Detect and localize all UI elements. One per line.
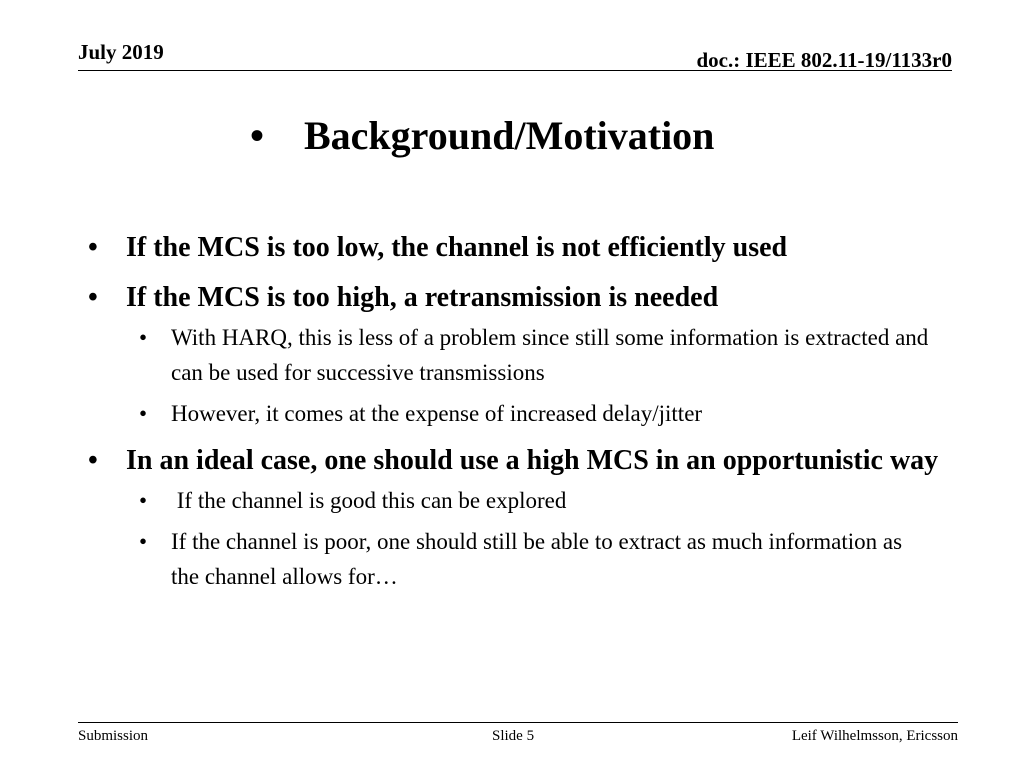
sub-bullet-text: If the channel is poor, one should still be able to extract as much information as the channel allows for… [171, 529, 903, 589]
sub-bullet-item [88, 483, 931, 518]
bullet-item [88, 441, 948, 481]
footer-slide-number: Slide 5 [492, 728, 535, 744]
footer-rule [78, 722, 958, 723]
bullet-text: In an ideal case, one should use a high MCS in an opportunistic way [126, 445, 939, 476]
sub-bullet-marker: • [139, 325, 148, 350]
sub-bullet-marker: • [139, 488, 148, 513]
bullet-marker: • [88, 445, 98, 476]
sub-bullet-marker: • [139, 529, 148, 554]
header-date: July 2019 [78, 40, 164, 64]
sub-bullet-text: With HARQ, this is less of a problem since still some information is extracted and can be used for successive transmissions [171, 325, 929, 385]
header-doc-id: doc.: IEEE 802.11-19/1133r0 [696, 48, 952, 72]
bullet-item [88, 228, 948, 268]
sub-bullet-item [88, 524, 931, 594]
bullet-list [88, 228, 948, 600]
bullet-marker: • [88, 232, 98, 263]
slide-title [250, 112, 714, 159]
bullet-marker: • [88, 282, 98, 313]
sub-bullet-text: However, it comes at the expense of increased delay/jitter [171, 401, 703, 426]
title-bullet: • [250, 113, 265, 158]
sub-bullet-item [88, 320, 931, 390]
sub-bullet-text: If the channel is good this can be explored [171, 488, 567, 513]
footer-submission: Submission [78, 728, 149, 744]
sub-bullet-marker: • [139, 401, 148, 426]
title-text: Background/Motivation [304, 113, 715, 158]
sub-bullet-item [88, 396, 931, 431]
footer-author: Leif Wilhelmsson, Ericsson [791, 728, 958, 744]
bullet-text: If the MCS is too high, a retransmission is needed [126, 282, 719, 313]
header-rule [78, 70, 952, 71]
bullet-item [88, 278, 948, 318]
bullet-text: If the MCS is too low, the channel is not efficiently used [126, 232, 788, 263]
